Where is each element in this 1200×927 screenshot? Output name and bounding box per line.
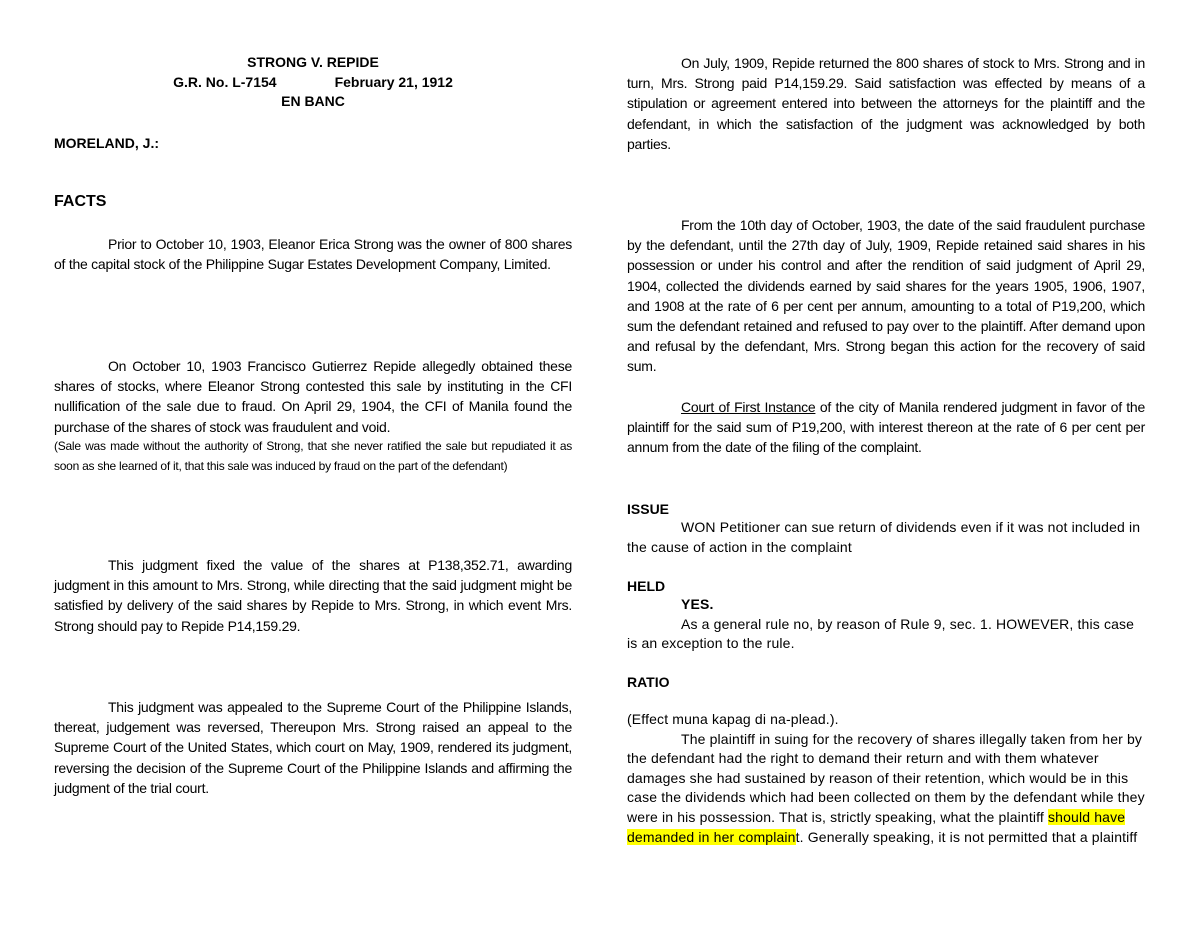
case-number-row	[54, 73, 572, 93]
highlighted-text: should have demanded in her complain	[627, 808, 1126, 845]
facts-paragraph-5: On July, 1909, Repide returned the 800 shares of stock to Mrs. Strong and in turn, Mrs. Strong paid P14,159.29. Said satisfaction was effected by means of a stipulation or agreement entered into between the attorneys for the plaintiff and the defendant, in which the satisfaction of the judgment was acknowledged by both parties.	[627, 55, 1145, 152]
facts-paragraph-2	[54, 356, 572, 476]
facts-paragraph-7-rest: of the city of Manila rendered judgment in favor of the plaintiff for the said sum of P19,200, with interest thereon at the rate of 6 per cent per annum from the date of the filing of the complaint.	[627, 399, 1146, 456]
ratio-heading: RATIO	[627, 674, 670, 690]
case-title: STRONG V. REPIDE	[247, 54, 379, 70]
issue-heading: ISSUE	[627, 501, 670, 517]
facts-paragraph-4: This judgment was appealed to the Supreme Court of the Philippine Islands, thereat, judgement was reversed, Thereupon Mrs. Strong raised an appeal to the Supreme Court of the United States, which court on May, 1909, rendered its judgment, reversing the decision of the Supreme Court of the Philippine Islands and affirming the judgment of the trial court.	[54, 699, 572, 796]
case-header	[54, 53, 572, 112]
gr-number: G.R. No. L-7154	[173, 73, 277, 90]
ratio-body	[627, 710, 1145, 847]
ratio-intro: (Effect muna kapag di na-plead.).	[627, 711, 839, 727]
held-text: As a general rule no, by reason of Rule 9, sec. 1. HOWEVER, this case is an exception to the rule.	[627, 615, 1135, 652]
facts-paragraph-7	[627, 397, 1145, 458]
held-answer: YES.	[681, 596, 714, 612]
held-body	[627, 595, 1145, 654]
ratio-text	[627, 730, 1145, 848]
ratio-text-start: The plaintiff in suing for the recovery of shares illegally taken from her by the defendant had the right to demand their return and with them whatever damages she had sustained by reason of their retention, which would be in this case the dividends which had been collected on them by the defendant while they were in his possession. That is, strictly speaking, what the plaintiff	[627, 730, 1145, 825]
facts-paragraph-6: From the 10th day of October, 1903, the date of the said fraudulent purchase by the defendant, until the 27th day of July, 1909, Repide retained said shares in his possession or under his control and after the rendition of said judgment of April 29, 1904, collected the dividends earned by said shares for the years 1905, 1906, 1907, and 1908 at the rate of 6 per cent per annum, amounting to a total of P19,200, which sum the defendant retained and refused to pay over to the plaintiff. After demand upon and refusal by the defendant, Mrs. Strong began this action for the recovery of said sum.	[627, 217, 1145, 375]
court-of-first-instance-link: Court of First Instance	[681, 399, 816, 415]
facts-paragraph-3: This judgment fixed the value of the shares at P138,352.71, awarding judgment in this amount to Mrs. Strong, while directing that the said judgment might be satisfied by delivery of the said shares by Repide to Mrs. Strong, in which event Mrs. Strong should pay to Repide P14,159.29.	[54, 557, 572, 634]
facts-heading: FACTS	[54, 193, 107, 210]
facts-paragraph-1: Prior to October 10, 1903, Eleanor Erica Strong was the owner of 800 shares of the capital stock of the Philippine Sugar Estates Development Company, Limited.	[54, 236, 572, 273]
issue-text: WON Petitioner can sue return of dividends even if it was not included in the cause of action in the complaint	[627, 519, 1141, 555]
facts-paragraph-2-note: (Sale was made without the authority of Strong, that she never ratified the sale but repudiated it as soon as she learned of it, that this sale was induced by fraud on the part of the defendant)	[54, 438, 572, 474]
ratio-text-end: t. Generally speaking, it is not permitted that a plaintiff	[795, 828, 1138, 845]
facts-paragraph-2-main: On October 10, 1903 Francisco Gutierrez Repide allegedly obtained these shares of stocks, where Eleanor Strong contested this sale by instituting in the CFI nullification of the sale due to fraud. On April 29, 1904, the CFI of Manila found the purchase of the shares of stock was fraudulent and void.	[54, 358, 572, 435]
court-division: EN BANC	[281, 93, 345, 109]
decision-date: February 21, 1912	[334, 73, 453, 90]
held-heading: HELD	[627, 578, 666, 594]
ponente: MORELAND, J.:	[54, 135, 159, 151]
